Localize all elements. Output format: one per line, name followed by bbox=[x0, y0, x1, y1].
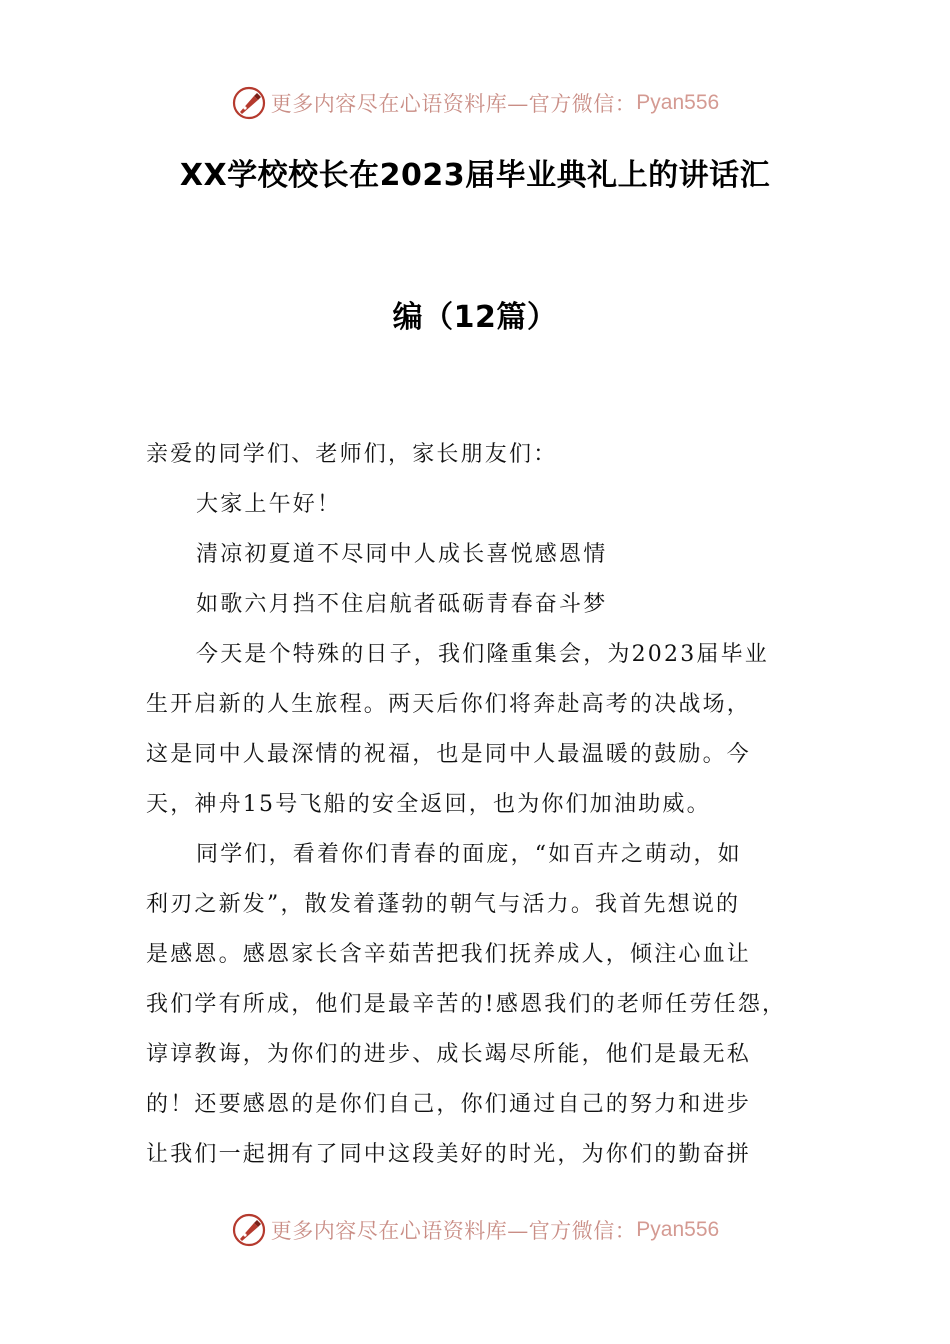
body-line: 大家上午好！ bbox=[196, 492, 342, 517]
body-line: 生开启新的人生旅程。两天后你们将奔赴高考的决战场， bbox=[146, 692, 752, 717]
paragraph-start-line: 今天是个特殊的日子，我们隆重集会，为2023届毕业 bbox=[196, 642, 769, 667]
header-watermark-banner bbox=[0, 83, 950, 123]
wechat-id: Pyan556 bbox=[636, 1218, 720, 1241]
body-line: 利刃之新发”，散发着蓬勃的朝气与活力。我首先想说的 bbox=[146, 892, 741, 917]
body-line: 我们学有所成，他们是最辛苦的!感恩我们的老师任劳任怨， bbox=[146, 992, 787, 1017]
document-title-line-1: XX学校校长在2023届毕业典礼上的讲话汇 bbox=[179, 158, 771, 193]
body-line: 如歌六月挡不住启航者砥砺青春奋斗梦 bbox=[196, 592, 608, 617]
body-line: 谆谆教诲，为你们的进步、成长竭尽所能，他们是最无私 bbox=[146, 1042, 752, 1067]
pen-nib-logo-icon bbox=[231, 1212, 267, 1248]
body-line: 是感恩。感恩家长含辛茹苦把我们抚养成人，倾注心血让 bbox=[146, 942, 752, 967]
watermark-text: 更多内容尽在心语资料库—官方微信： bbox=[270, 92, 637, 116]
document-title-line-2: 编（12篇） bbox=[392, 300, 558, 335]
watermark-text: 更多内容尽在心语资料库—官方微信： bbox=[270, 1219, 637, 1243]
footer-watermark-banner bbox=[0, 1210, 950, 1250]
document-body bbox=[146, 430, 810, 1180]
body-line: 这是同中人最深情的祝福，也是同中人最温暖的鼓励。今 bbox=[146, 742, 752, 767]
pen-nib-logo-icon bbox=[231, 85, 267, 121]
wechat-id: Pyan556 bbox=[636, 91, 720, 114]
paragraph-start-line: 同学们，看着你们青春的面庞，“如百卉之萌动，如 bbox=[196, 842, 742, 867]
body-line: 清凉初夏道不尽同中人成长喜悦感恩情 bbox=[196, 542, 608, 567]
salutation-line: 亲爱的同学们、老师们，家长朋友们： bbox=[146, 442, 558, 467]
body-line: 让我们一起拥有了同中这段美好的时光，为你们的勤奋拼 bbox=[146, 1142, 752, 1167]
body-line: 的！还要感恩的是你们自己，你们通过自己的努力和进步 bbox=[146, 1092, 752, 1117]
body-line: 天，神舟15号飞船的安全返回，也为你们加油助威。 bbox=[146, 792, 711, 817]
